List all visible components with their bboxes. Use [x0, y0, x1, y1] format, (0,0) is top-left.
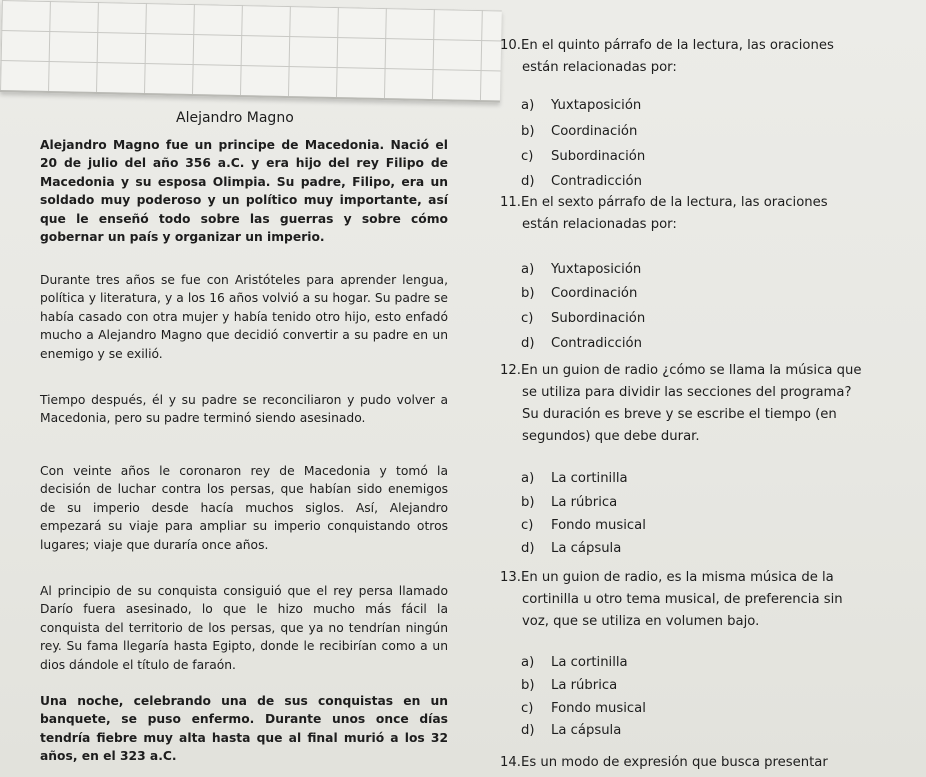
option-letter: d) [521, 174, 535, 189]
question-11 [500, 192, 920, 236]
option-letter: b) [521, 495, 535, 510]
option-letter: c) [521, 701, 534, 716]
reading-paragraph-2: Durante tres años se fue con Aristóteles para aprender lengua, política y literatura, y a los 16 años volvió a su hogar. Su padre se había casado con otra mujer y había tenido otro hijo, esto enfadó mucho a Alejandro Magno que decidió convertir a su padre en un enemigo y se exilió. [40, 273, 448, 361]
reading-paragraph-1: Alejandro Magno fue un principe de Macedonia. Nació el 20 de julio del año 356 a.C. y era hijo del rey Filipo de Macedonia y su esposa Olimpia. Su padre, Filipo, era un soldado muy poderoso y un político muy importante, así que le enseñó todo sobre las guerras y sobre cómo gobernar un país y organizar un imperio. [40, 138, 448, 245]
q12-option-d[interactable] [521, 540, 621, 558]
q13-option-c[interactable] [521, 700, 646, 718]
q10-option-b[interactable] [521, 123, 637, 141]
option-text: Subordinación [551, 149, 646, 164]
q12-option-c[interactable] [521, 517, 646, 535]
option-letter: a) [521, 655, 535, 670]
question-number: 14. [500, 755, 521, 770]
q10-option-c[interactable] [521, 148, 645, 166]
option-text: La cápsula [551, 723, 622, 738]
question-number: 10. [500, 38, 521, 53]
option-text: Yuxtaposición [551, 98, 642, 113]
question-text-line: voz, que se utiliza en volumen bajo. [522, 614, 760, 629]
option-letter: c) [521, 311, 534, 326]
question-text-line: se utiliza para dividir las secciones del programa? [522, 385, 852, 400]
q13-option-a[interactable] [521, 654, 628, 672]
option-letter: b) [521, 124, 535, 139]
option-text: La rúbrica [551, 678, 618, 693]
reading-paragraph-4: Con veinte años le coronaron rey de Macedonia y tomó la decisión de luchar contra los persas, que habían sido enemigos de su imperio desde hacía muchos siglos. Así, Alejandro empezará su viaje para ampliar su imperio conquistando otros lugares; viaje que duraría once años. [40, 464, 448, 552]
option-letter: d) [521, 723, 535, 738]
option-text: Contradicción [551, 336, 642, 351]
option-letter: b) [521, 286, 535, 301]
reading-title: Alejandro Magno [176, 110, 294, 126]
q12-option-a[interactable] [521, 470, 628, 488]
option-letter: c) [521, 518, 534, 533]
question-14 [500, 752, 920, 774]
reading-paragraph-3: Tiempo después, él y su padre se reconciliaron y pudo volver a Macedonia, pero su padre terminó siendo asesinado. [40, 393, 448, 426]
option-text: La cortinilla [551, 471, 628, 486]
question-text-line: segundos) que debe durar. [522, 429, 700, 444]
option-letter: d) [521, 336, 535, 351]
option-text: La rúbrica [551, 495, 618, 510]
option-text: Yuxtaposición [551, 262, 642, 277]
option-text: Fondo musical [551, 518, 646, 533]
question-text-line: cortinilla u otro tema musical, de preferencia sin [522, 592, 843, 607]
q11-option-d[interactable] [521, 335, 642, 353]
option-text: Fondo musical [551, 701, 646, 716]
question-number: 12. [500, 363, 521, 378]
option-letter: a) [521, 262, 535, 277]
reading-paragraph-6: Una noche, celebrando una de sus conquistas en un banquete, se puso enfermo. Durante unos once días tendría fiebre muy alta hasta que al final murió a los 32 años, en el 323 a.C. [40, 694, 448, 764]
option-letter: a) [521, 471, 535, 486]
question-number: 13. [500, 570, 521, 585]
question-12 [500, 360, 920, 448]
option-letter: d) [521, 541, 535, 556]
q11-option-a[interactable] [521, 261, 641, 279]
option-text: La cortinilla [551, 655, 628, 670]
q13-option-b[interactable] [521, 677, 617, 695]
q11-option-b[interactable] [521, 285, 637, 303]
reading-paragraph-5: Al principio de su conquista consiguió que el rey persa llamado Darío fuera asesinado, lo que le hizo mucho más fácil la conquista del territorio de los persas, que ya no tendrían ningún rey. Su fama llegaría hasta Egipto, donde le recibirían como a un dios dándole el título de faraón. [40, 584, 448, 672]
option-letter: b) [521, 678, 535, 693]
option-text: Coordinación [551, 124, 638, 139]
question-text-line: En el sexto párrafo de la lectura, las oraciones [520, 195, 828, 210]
question-10 [500, 35, 920, 79]
option-text: La cápsula [551, 541, 622, 556]
option-letter: c) [521, 149, 534, 164]
question-text-line: Su duración es breve y se escribe el tiempo (en [522, 407, 837, 422]
question-number: 11. [500, 195, 521, 210]
q12-option-b[interactable] [521, 494, 617, 512]
question-text-line: En un guion de radio, es la misma música de la [520, 570, 834, 585]
q10-option-a[interactable] [521, 97, 641, 115]
option-text: Coordinación [551, 286, 638, 301]
question-text-line: Es un modo de expresión que busca presentar [520, 755, 828, 770]
grid-paper-overlap [0, 0, 502, 102]
q11-option-c[interactable] [521, 310, 645, 328]
option-text: Subordinación [551, 311, 646, 326]
question-text-line: están relacionadas por: [522, 60, 677, 75]
question-text-line: En un guion de radio ¿cómo se llama la música que [520, 363, 862, 378]
question-13 [500, 567, 920, 633]
q13-option-d[interactable] [521, 722, 621, 740]
question-text-line: están relacionadas por: [522, 217, 677, 232]
q10-option-d[interactable] [521, 173, 642, 191]
option-text: Contradicción [551, 174, 642, 189]
option-letter: a) [521, 98, 535, 113]
question-text-line: En el quinto párrafo de la lectura, las oraciones [520, 38, 834, 53]
